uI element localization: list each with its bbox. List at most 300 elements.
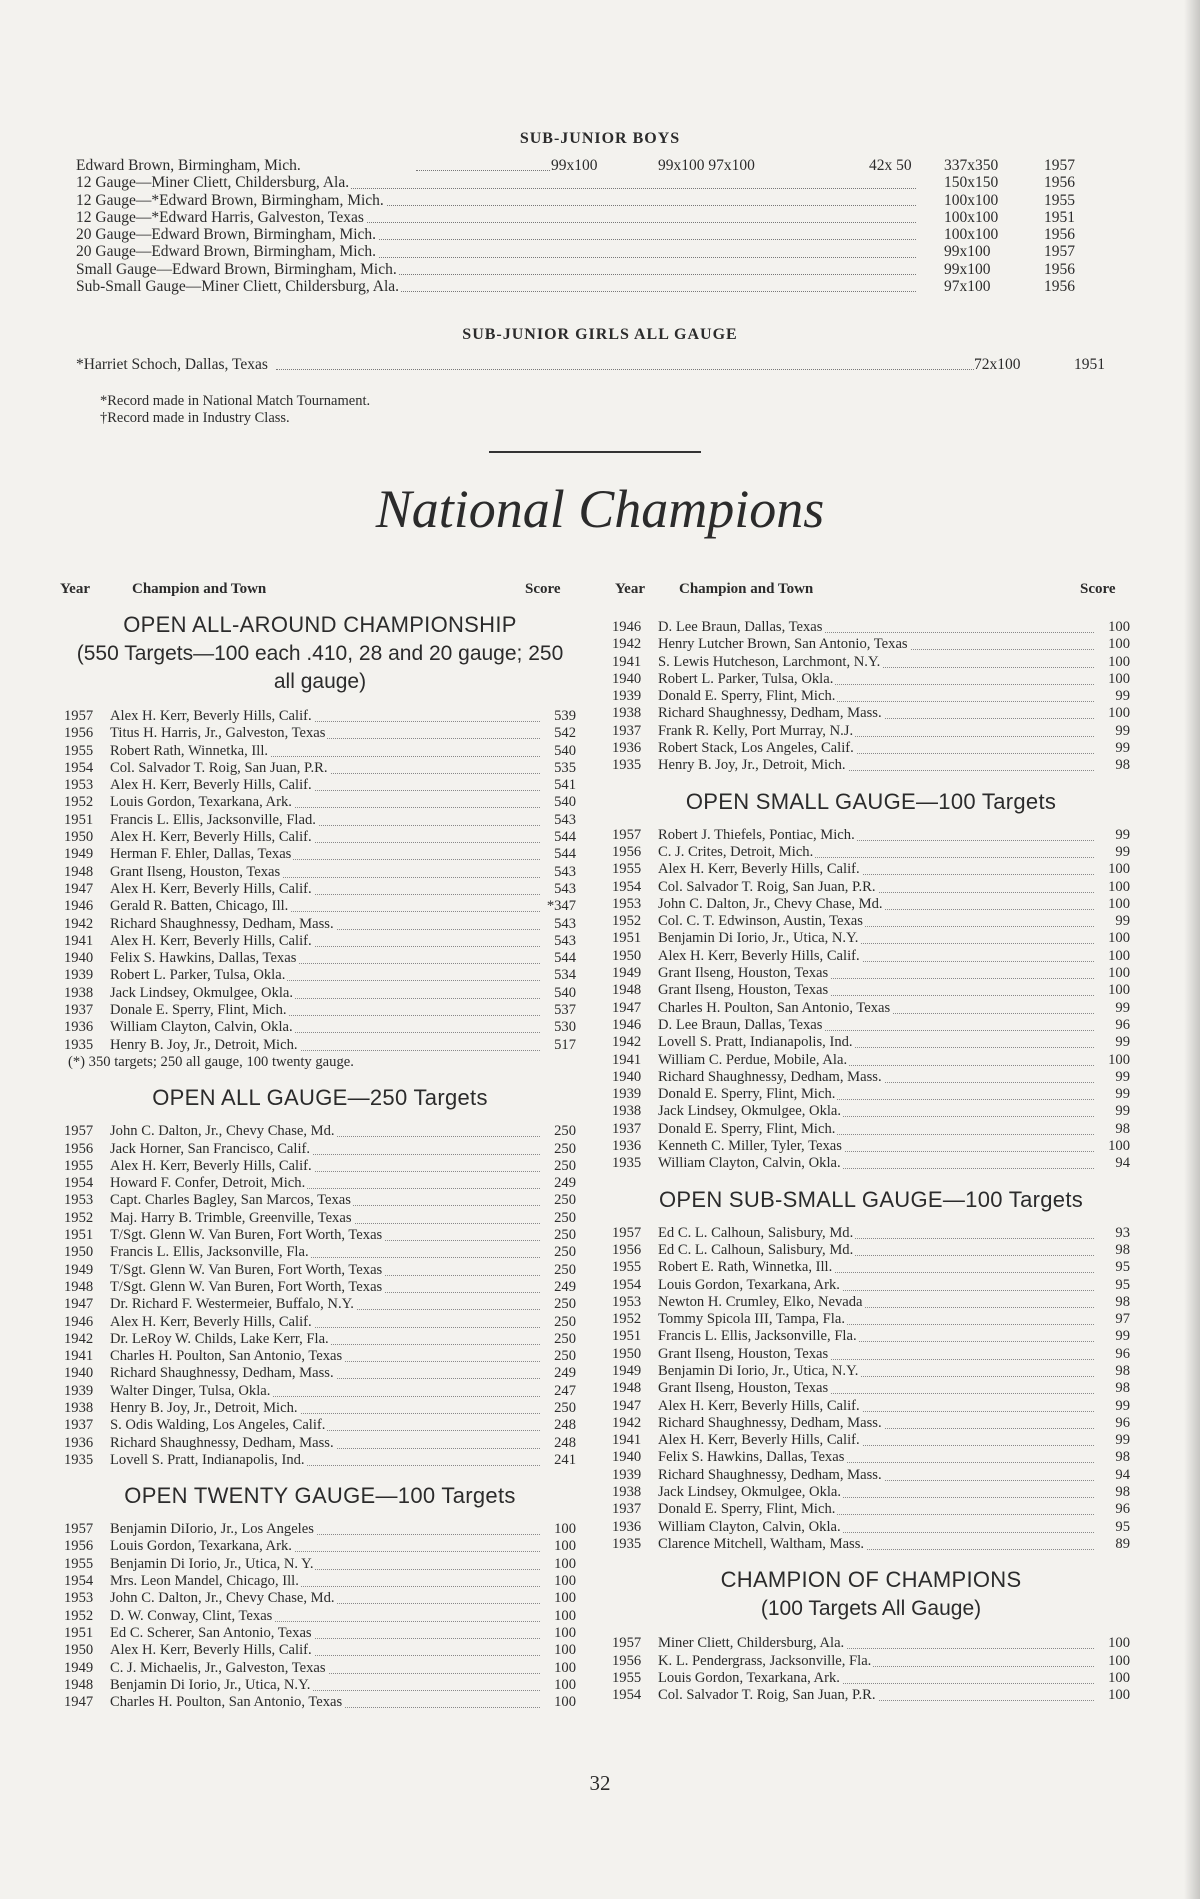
- row-year: 1938: [612, 705, 642, 722]
- left-column-score-header: Score: [525, 581, 561, 597]
- row-score: 250: [542, 1331, 576, 1348]
- row-champion: William Clayton, Calvin, Okla.: [110, 1019, 293, 1036]
- row-score: 250: [542, 1296, 576, 1313]
- note-line: †Record made in Industry Class.: [100, 410, 290, 426]
- row-champion: Richard Shaughnessy, Dedham, Mass.: [110, 1434, 334, 1451]
- record-score: 150x150: [944, 174, 999, 192]
- row-year: 1947: [612, 1397, 642, 1414]
- row-champion: Alex H. Kerr, Beverly Hills, Calif.: [110, 1313, 312, 1330]
- row-champion: Lovell S. Pratt, Indianapolis, Ind.: [658, 1034, 853, 1051]
- record-holder: Sub-Small Gauge—Miner Cliett, Childersburg, Ala.: [76, 278, 400, 296]
- row-year: 1948: [64, 1278, 94, 1295]
- row-champion: Donald E. Sperry, Flint, Mich.: [658, 688, 836, 705]
- row-year: 1942: [612, 636, 642, 653]
- row-score: 98: [1096, 1242, 1130, 1259]
- row-year: 1948: [612, 1380, 642, 1397]
- divider-rule: [489, 451, 701, 453]
- row-score: 100: [1096, 982, 1130, 999]
- row-champion: Herman F. Ehler, Dallas, Texas: [110, 846, 292, 863]
- row-score: 249: [542, 1365, 576, 1382]
- page-number: 32: [589, 1771, 611, 1795]
- row-score: 100: [1096, 879, 1130, 896]
- row-year: 1952: [612, 1311, 642, 1328]
- row-year: 1939: [64, 967, 94, 984]
- row-year: 1941: [64, 1348, 94, 1365]
- row-champion: D. Lee Braun, Dallas, Texas: [658, 619, 823, 635]
- row-champion: Henry B. Joy, Jr., Detroit, Mich.: [658, 757, 846, 774]
- row-score: 542: [542, 725, 576, 742]
- row-champion: Ed C. Scherer, San Antonio, Texas: [110, 1624, 312, 1641]
- row-champion: Robert L. Parker, Tulsa, Okla.: [110, 967, 286, 984]
- row-score: 99: [1096, 1398, 1130, 1415]
- row-champion: John C. Dalton, Jr., Chevy Chase, Md.: [110, 1590, 335, 1607]
- row-score: 100: [542, 1660, 576, 1677]
- row-year: 1935: [612, 1535, 642, 1552]
- row-score: 249: [542, 1279, 576, 1296]
- row-year: 1950: [612, 947, 642, 964]
- row-year: 1952: [64, 1209, 94, 1226]
- row-score: 100: [542, 1573, 576, 1590]
- row-year: 1956: [612, 1652, 642, 1669]
- row-year: 1956: [64, 1538, 94, 1555]
- table-row: [612, 757, 1130, 774]
- row-score: 100: [1096, 1687, 1130, 1704]
- row-score: 241: [542, 1452, 576, 1469]
- row-year: 1957: [64, 1521, 94, 1538]
- row-year: 1939: [612, 688, 642, 705]
- row-champion: C. J. Crites, Detroit, Mich.: [658, 843, 814, 860]
- row-year: 1938: [64, 984, 94, 1001]
- row-year: 1948: [612, 982, 642, 999]
- row-score: 100: [1096, 619, 1130, 636]
- right-column-champion-header: Champion and Town: [679, 581, 814, 597]
- record-score-3: 42x 50: [869, 157, 912, 174]
- row-year: 1951: [64, 1624, 94, 1641]
- record-year: 1956: [1044, 174, 1075, 192]
- row-score: 100: [542, 1521, 576, 1538]
- row-champion: T/Sgt. Glenn W. Van Buren, Fort Worth, Texas: [110, 1278, 383, 1295]
- row-champion: Richard Shaughnessy, Dedham, Mass.: [110, 1365, 334, 1382]
- row-score: 250: [542, 1227, 576, 1244]
- row-score: 544: [542, 950, 576, 967]
- record-line: [76, 157, 1116, 174]
- row-score: 543: [542, 916, 576, 933]
- row-champion: Alex H. Kerr, Beverly Hills, Calif.: [658, 947, 860, 964]
- row-year: 1936: [64, 1434, 94, 1451]
- section-title: OPEN SMALL GAUGE—100 Targets: [685, 788, 1057, 814]
- table-row: [64, 1452, 576, 1469]
- row-year: 1940: [612, 1449, 642, 1466]
- row-champion: Alex H. Kerr, Beverly Hills, Calif.: [110, 777, 312, 794]
- row-score: 544: [542, 846, 576, 863]
- row-year: 1957: [612, 826, 642, 843]
- row-score: 100: [542, 1625, 576, 1642]
- row-score: 100: [1096, 1635, 1130, 1652]
- row-champion: Francis L. Ellis, Jacksonville, Fla.: [110, 1244, 309, 1261]
- right-column-score-header: Score: [1080, 581, 1116, 597]
- row-champion: Alex H. Kerr, Beverly Hills, Calif.: [110, 932, 312, 949]
- row-champion: Howard F. Confer, Detroit, Mich.: [110, 1175, 306, 1192]
- row-score: 93: [1096, 1225, 1130, 1242]
- row-year: 1956: [612, 843, 642, 860]
- row-score: 540: [542, 794, 576, 811]
- row-champion: Robert E. Rath, Winnetka, Ill.: [658, 1259, 833, 1276]
- record-score: 100x100: [944, 226, 999, 244]
- row-score: 99: [1096, 1000, 1130, 1017]
- row-year: 1941: [612, 653, 642, 670]
- record-year: 1957: [1044, 157, 1075, 174]
- row-year: 1938: [612, 1103, 642, 1120]
- row-year: 1937: [612, 1501, 642, 1518]
- row-year: 1954: [64, 759, 94, 776]
- table-row: [64, 1037, 576, 1054]
- row-champion: Miner Cliett, Childersburg, Ala.: [658, 1635, 845, 1652]
- row-year: 1946: [64, 898, 94, 915]
- row-score: *347: [542, 898, 576, 915]
- row-year: 1941: [64, 932, 94, 949]
- row-champion: Richard Shaughnessy, Dedham, Mass.: [658, 705, 882, 722]
- row-champion: Walter Dinger, Tulsa, Okla.: [110, 1382, 271, 1399]
- section-title: OPEN SUB-SMALL GAUGE—100 Targets: [658, 1186, 1084, 1212]
- record-score: 337x350: [944, 157, 999, 174]
- row-score: 96: [1096, 1415, 1130, 1432]
- row-year: 1935: [64, 1036, 94, 1053]
- row-champion: Col. Salvador T. Roig, San Juan, P.R.: [658, 878, 876, 895]
- row-year: 1937: [612, 722, 642, 739]
- row-year: 1936: [64, 1019, 94, 1036]
- row-year: 1949: [612, 965, 642, 982]
- row-score: 100: [1096, 654, 1130, 671]
- row-champion: William C. Perdue, Mobile, Ala.: [658, 1051, 848, 1068]
- row-score: 100: [542, 1538, 576, 1555]
- row-score: 100: [542, 1556, 576, 1573]
- row-champion: Grant Ilseng, Houston, Texas: [658, 1345, 829, 1362]
- record-holder: 12 Gauge—*Edward Harris, Galveston, Texas: [76, 208, 364, 226]
- row-champion: Benjamin Di Iorio, Jr., Utica, N. Y.: [110, 1555, 314, 1572]
- table-row: [612, 1155, 1130, 1172]
- row-score: 100: [1096, 1138, 1130, 1155]
- row-champion: Grant Ilseng, Houston, Texas: [658, 965, 829, 982]
- row-champion: Louis Gordon, Texarkana, Ark.: [110, 794, 292, 811]
- row-champion: Benjamin DiIorio, Jr., Los Angeles: [110, 1521, 314, 1538]
- row-year: 1938: [64, 1399, 94, 1416]
- row-score: 94: [1096, 1467, 1130, 1484]
- row-year: 1942: [612, 1414, 642, 1431]
- row-champion: S. Lewis Hutcheson, Larchmont, N.Y.: [658, 653, 881, 670]
- page-title: National Champions: [375, 479, 825, 539]
- row-year: 1937: [612, 1120, 642, 1137]
- sub-junior-boys-list: [76, 157, 1116, 295]
- row-champion: Jack Lindsey, Okmulgee, Okla.: [658, 1484, 842, 1501]
- row-champion: Jack Lindsey, Okmulgee, Okla.: [658, 1103, 842, 1120]
- row-score: 543: [542, 864, 576, 881]
- row-champion: Col. C. T. Edwinson, Austin, Texas: [658, 913, 863, 930]
- record-year: 1951: [1074, 356, 1105, 373]
- row-score: 250: [542, 1244, 576, 1261]
- row-champion: William Clayton, Calvin, Okla.: [658, 1518, 841, 1535]
- row-score: 250: [542, 1262, 576, 1279]
- record-holder: 12 Gauge—*Edward Brown, Birmingham, Mich.: [76, 191, 384, 209]
- row-champion: Richard Shaughnessy, Dedham, Mass.: [658, 1466, 882, 1483]
- record-year: 1955: [1044, 191, 1075, 209]
- row-score: 540: [542, 743, 576, 760]
- row-score: 543: [542, 933, 576, 950]
- row-champion: Mrs. Leon Mandel, Chicago, Ill.: [110, 1573, 299, 1590]
- row-champion: D. Lee Braun, Dallas, Texas: [658, 1016, 823, 1033]
- row-year: 1941: [612, 1432, 642, 1449]
- row-year: 1955: [612, 1669, 642, 1686]
- row-champion: Col. Salvador T. Roig, San Juan, P.R.: [658, 1687, 876, 1704]
- row-year: 1936: [612, 1518, 642, 1535]
- row-year: 1957: [612, 1224, 642, 1241]
- record-year: 1956: [1044, 226, 1075, 244]
- row-score: 535: [542, 760, 576, 777]
- row-champion: Grant Ilseng, Houston, Texas: [658, 1380, 829, 1397]
- row-score: 96: [1096, 1017, 1130, 1034]
- row-score: 100: [542, 1608, 576, 1625]
- row-champion: Richard Shaughnessy, Dedham, Mass.: [658, 1414, 882, 1431]
- row-champion: Benjamin Di Iorio, Jr., Utica, N.Y.: [658, 1362, 859, 1379]
- right-column-year-header: Year: [615, 581, 645, 597]
- row-year: 1950: [64, 1244, 94, 1261]
- row-year: 1954: [64, 1573, 94, 1590]
- row-year: 1942: [612, 1034, 642, 1051]
- row-champion: Dr. Richard F. Westermeier, Buffalo, N.Y.: [110, 1296, 354, 1313]
- row-champion: Grant Ilseng, Houston, Texas: [110, 863, 281, 880]
- record-holder: 12 Gauge—Miner Cliett, Childersburg, Ala.: [76, 174, 350, 192]
- record-score: 97x100: [944, 278, 991, 296]
- row-champion: Alex H. Kerr, Beverly Hills, Calif.: [658, 1432, 860, 1449]
- row-year: 1947: [612, 999, 642, 1016]
- row-score: 100: [542, 1590, 576, 1607]
- record-holder: Edward Brown, Birmingham, Mich.: [76, 157, 301, 174]
- row-score: 98: [1096, 1380, 1130, 1397]
- row-champion: Henry B. Joy, Jr., Detroit, Mich.: [110, 1036, 298, 1053]
- row-score: 100: [1096, 948, 1130, 965]
- section-subtitle: (550 Targets—100 each .410, 28 and 20 gauge; 250 all gauge): [76, 642, 564, 693]
- right-column: [612, 619, 1130, 1704]
- row-champion: Charles H. Poulton, San Antonio, Texas: [658, 999, 891, 1016]
- row-champion: T/Sgt. Glenn W. Van Buren, Fort Worth, Texas: [110, 1261, 383, 1278]
- row-year: 1939: [64, 1382, 94, 1399]
- row-champion: Frank R. Kelly, Port Murray, N.J.: [658, 722, 854, 739]
- row-champion: Louis Gordon, Texarkana, Ark.: [110, 1538, 292, 1555]
- row-champion: Benjamin Di Iorio, Jr., Utica, N.Y.: [110, 1676, 311, 1693]
- row-year: 1939: [612, 1466, 642, 1483]
- row-year: 1956: [64, 725, 94, 742]
- row-champion: T/Sgt. Glenn W. Van Buren, Fort Worth, Texas: [110, 1227, 383, 1244]
- row-score: 99: [1096, 913, 1130, 930]
- row-year: 1940: [612, 670, 642, 687]
- record-line: [76, 356, 1116, 373]
- row-score: 247: [542, 1383, 576, 1400]
- row-year: 1956: [64, 1140, 94, 1157]
- row-champion: Alex H. Kerr, Beverly Hills, Calif.: [110, 708, 312, 724]
- row-score: 100: [542, 1677, 576, 1694]
- row-year: 1951: [64, 811, 94, 828]
- record-holder: 20 Gauge—Edward Brown, Birmingham, Mich.: [76, 226, 377, 244]
- left-column-champion-header: Champion and Town: [132, 581, 267, 597]
- row-score: 100: [1096, 896, 1130, 913]
- row-score: 98: [1096, 1363, 1130, 1380]
- row-score: 99: [1096, 688, 1130, 705]
- row-year: 1952: [612, 913, 642, 930]
- row-year: 1952: [64, 1607, 94, 1624]
- row-champion: Alex H. Kerr, Beverly Hills, Calif.: [110, 829, 312, 846]
- row-score: 100: [1096, 1670, 1130, 1687]
- section-title: OPEN ALL-AROUND CHAMPIONSHIP: [123, 612, 517, 637]
- row-champion: Richard Shaughnessy, Dedham, Mass.: [110, 915, 334, 932]
- record-year: 1951: [1044, 208, 1075, 226]
- row-year: 1951: [64, 1227, 94, 1244]
- row-champion: Robert Stack, Los Angeles, Calif.: [658, 740, 854, 757]
- row-score: 99: [1096, 740, 1130, 757]
- table-row: [612, 1687, 1130, 1704]
- row-score: 544: [542, 829, 576, 846]
- row-year: 1955: [64, 1555, 94, 1572]
- row-score: 517: [542, 1037, 576, 1054]
- row-champion: Robert Rath, Winnetka, Ill.: [110, 742, 269, 759]
- row-champion: Alex H. Kerr, Beverly Hills, Calif.: [110, 1642, 312, 1659]
- row-score: 248: [542, 1417, 576, 1434]
- row-year: 1954: [612, 878, 642, 895]
- left-column-year-header: Year: [60, 581, 90, 597]
- record-score: 99x100: [944, 260, 991, 278]
- row-champion: Charles H. Poulton, San Antonio, Texas: [110, 1694, 343, 1711]
- row-champion: Richard Shaughnessy, Dedham, Mass.: [658, 1068, 882, 1085]
- row-champion: Titus H. Harris, Jr., Galveston, Texas: [110, 725, 326, 742]
- row-score: 250: [542, 1123, 576, 1140]
- row-champion: Jack Horner, San Francisco, Calif.: [110, 1140, 311, 1157]
- record-holder: Small Gauge—Edward Brown, Birmingham, Mich.: [76, 260, 397, 278]
- row-year: 1955: [64, 1157, 94, 1174]
- note-line: *Record made in National Match Tournament.: [100, 393, 371, 409]
- record-line: [76, 278, 1116, 295]
- row-year: 1954: [64, 1175, 94, 1192]
- row-year: 1947: [64, 1694, 94, 1711]
- table-row: [612, 1536, 1130, 1553]
- row-year: 1957: [612, 1635, 642, 1652]
- row-score: 543: [542, 812, 576, 829]
- row-score: 100: [1096, 636, 1130, 653]
- record-holder: *Harriet Schoch, Dallas, Texas: [76, 356, 268, 373]
- row-champion: Donald E. Sperry, Flint, Mich.: [658, 1086, 836, 1103]
- row-score: 94: [1096, 1155, 1130, 1172]
- row-score: 99: [1096, 1432, 1130, 1449]
- row-champion: Felix S. Hawkins, Dallas, Texas: [658, 1449, 845, 1466]
- row-year: 1953: [612, 895, 642, 912]
- row-score: 98: [1096, 1121, 1130, 1138]
- record-holder: 20 Gauge—Edward Brown, Birmingham, Mich.: [76, 243, 377, 261]
- row-year: 1950: [612, 1345, 642, 1362]
- section-title: OPEN ALL GAUGE—250 Targets: [152, 1085, 488, 1111]
- row-champion: Francis L. Ellis, Jacksonville, Fla.: [658, 1328, 857, 1345]
- row-year: 1948: [64, 1676, 94, 1693]
- row-champion: S. Odis Walding, Los Angeles, Calif.: [110, 1417, 326, 1434]
- row-year: 1939: [612, 1086, 642, 1103]
- row-score: 95: [1096, 1519, 1130, 1536]
- row-year: 1949: [612, 1362, 642, 1379]
- row-score: 99: [1096, 723, 1130, 740]
- row-year: 1954: [612, 1276, 642, 1293]
- row-champion: Henry Lutcher Brown, San Antonio, Texas: [658, 636, 908, 653]
- row-score: 530: [542, 1019, 576, 1036]
- row-champion: Dr. LeRoy W. Childs, Lake Kerr, Fla.: [110, 1330, 329, 1347]
- row-champion: Jack Lindsey, Okmulgee, Okla.: [110, 984, 294, 1001]
- row-score: 98: [1096, 1484, 1130, 1501]
- row-score: 99: [1096, 844, 1130, 861]
- record-year: 1956: [1044, 260, 1075, 278]
- row-score: 95: [1096, 1259, 1130, 1276]
- row-champion: Donald E. Sperry, Flint, Mich.: [658, 1120, 836, 1137]
- section-title: OPEN TWENTY GAUGE—100 Targets: [124, 1483, 516, 1509]
- record-score-2: 99x100 97x100: [658, 157, 755, 174]
- record-score: 100x100: [944, 191, 999, 209]
- row-year: 1950: [64, 829, 94, 846]
- row-score: 98: [1096, 1294, 1130, 1311]
- row-score: 250: [542, 1400, 576, 1417]
- row-score: 250: [542, 1158, 576, 1175]
- row-score: 250: [542, 1314, 576, 1331]
- row-champion: Alex H. Kerr, Beverly Hills, Calif.: [658, 861, 860, 878]
- row-score: 250: [542, 1141, 576, 1158]
- row-score: 99: [1096, 1086, 1130, 1103]
- row-champion: Donald E. Sperry, Flint, Mich.: [658, 1501, 836, 1518]
- row-champion: Newton H. Crumley, Elko, Nevada: [658, 1293, 863, 1310]
- row-year: 1942: [64, 1330, 94, 1347]
- row-champion: John C. Dalton, Jr., Chevy Chase, Md.: [110, 1123, 335, 1140]
- row-year: 1947: [64, 1296, 94, 1313]
- row-year: 1957: [64, 708, 94, 724]
- row-champion: Capt. Charles Bagley, San Marcos, Texas: [110, 1192, 351, 1209]
- row-score: 100: [1096, 1052, 1130, 1069]
- row-score: 100: [1096, 671, 1130, 688]
- row-champion: Robert L. Parker, Tulsa, Okla.: [658, 670, 834, 687]
- row-score: 250: [542, 1210, 576, 1227]
- row-year: 1936: [612, 1138, 642, 1155]
- row-champion: Clarence Mitchell, Waltham, Mass.: [658, 1535, 865, 1552]
- row-score: 539: [542, 708, 576, 725]
- record-notes: [100, 393, 370, 427]
- row-year: 1950: [64, 1642, 94, 1659]
- row-score: 96: [1096, 1501, 1130, 1518]
- record-score-1: 99x100: [551, 157, 598, 174]
- row-score: 249: [542, 1175, 576, 1192]
- row-score: 543: [542, 881, 576, 898]
- row-champion: Lovell S. Pratt, Indianapolis, Ind.: [110, 1451, 305, 1468]
- leader-dots: [416, 153, 556, 171]
- row-year: 1947: [64, 880, 94, 897]
- row-champion: John C. Dalton, Jr., Chevy Chase, Md.: [658, 895, 883, 912]
- row-score: 98: [1096, 757, 1130, 774]
- record-score: 72x100: [974, 356, 1021, 373]
- row-year: 1952: [64, 794, 94, 811]
- left-column: [64, 612, 576, 1711]
- row-year: 1957: [64, 1123, 94, 1140]
- row-score: 89: [1096, 1536, 1130, 1553]
- row-year: 1953: [612, 1293, 642, 1310]
- row-champion: Ed C. L. Calhoun, Salisbury, Md.: [658, 1224, 854, 1241]
- row-year: 1942: [64, 915, 94, 932]
- row-champion: Tommy Spicola III, Tampa, Fla.: [658, 1311, 845, 1328]
- row-score: 250: [542, 1348, 576, 1365]
- row-year: 1946: [64, 1313, 94, 1330]
- section-title: CHAMPION OF CHAMPIONS: [720, 1567, 1022, 1593]
- row-score: 97: [1096, 1311, 1130, 1328]
- row-year: 1949: [64, 846, 94, 863]
- row-score: 99: [1096, 827, 1130, 844]
- sub-junior-girls-list: [76, 356, 1116, 373]
